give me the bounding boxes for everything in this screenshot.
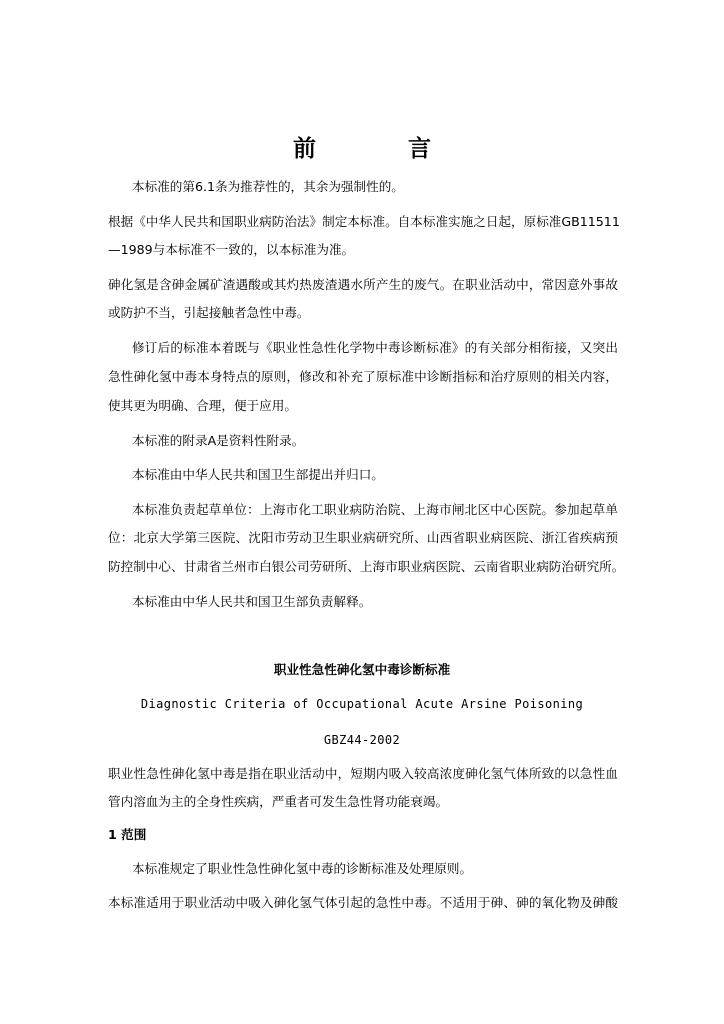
- foreword-line: 本标准的第6.1条为推荐性的，其余为强制性的。: [132, 179, 404, 194]
- definition-line: 职业性急性砷化氢中毒是指在职业活动中，短期内吸入较高浓度砷化氢气体所致的以急性血: [108, 766, 618, 781]
- section-heading-scope: 1 范围: [108, 827, 147, 842]
- foreword-line: —1989与本标准不一致的，以本标准为准。: [108, 242, 355, 257]
- standard-english-title: Diagnostic Criteria of Occupational Acute Arsine Poisoning: [140, 697, 584, 711]
- foreword-line: 本标准由中华人民共和国卫生部负责解释。: [132, 594, 372, 609]
- foreword-line: 防控制中心、甘肃省兰州市白银公司劳研所、上海市职业病医院、云南省职业病防治研究所。: [108, 559, 625, 574]
- foreword-line: 急性砷化氢中毒本身特点的原则，修改和补充了原标准中诊断指标和治疗原则的相关内容，: [108, 369, 618, 384]
- foreword-line: 位：北京大学第三医院、沈阳市劳动卫生职业病研究所、山西省职业病医院、浙江省疾病预: [108, 530, 618, 545]
- foreword-line: 本标准的附录A是资料性附录。: [132, 433, 305, 448]
- scope-line: 本标准适用于职业活动中吸入砷化氢气体引起的急性中毒。不适用于砷、砷的氧化物及砷酸: [108, 895, 618, 910]
- foreword-line: 使其更为明确、合理，便于应用。: [108, 398, 297, 413]
- foreword-line: 本标准负责起草单位：上海市化工职业病防治院、上海市闸北区中心医院。参加起草单: [132, 502, 618, 517]
- foreword-line: 修订后的标准本着既与《职业性急性化学物中毒诊断标准》的有关部分相衔接，又突出: [132, 340, 618, 355]
- foreword-line: 或防护不当，引起接触者急性中毒。: [108, 305, 310, 320]
- foreword-line: 砷化氢是含砷金属矿渣遇酸或其灼热废渣遇水所产生的废气。在职业活动中，常因意外事故: [108, 277, 618, 292]
- foreword-line: 根据《中华人民共和国职业病防治法》制定本标准。自本标准实施之日起，原标准GB11511: [108, 214, 620, 229]
- scope-line: 本标准规定了职业性急性砷化氢中毒的诊断标准及处理原则。: [132, 861, 473, 876]
- foreword-title: 前 言: [292, 136, 473, 162]
- standard-code: GBZ44-2002: [323, 733, 401, 747]
- standard-title: 职业性急性砷化氢中毒诊断标准: [273, 662, 451, 677]
- foreword-line: 本标准由中华人民共和国卫生部提出并归口。: [132, 467, 384, 482]
- definition-line: 管内溶血为主的全身性疾病，严重者可发生急性肾功能衰竭。: [108, 794, 449, 809]
